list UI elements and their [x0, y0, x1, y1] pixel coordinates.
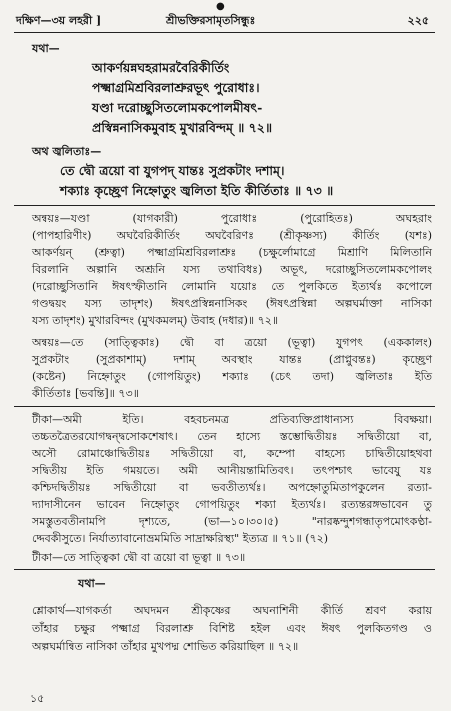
section-rule	[14, 406, 435, 407]
verse-line: তে দ্বৌ ত্রয়ো বা যুগপদ্ যান্তঃ সুপ্রকটাং দশাম্।	[60, 163, 285, 178]
verse-line: প্রস্বিন্ননাসিকমুবাহ মুখারবিন্দম্ ॥ ৭২॥	[92, 120, 273, 135]
commentary-line: (দরোচ্ছুসিতানি ঈষৎস্ফীতানি লোমানি যয়োঃ তে পুলকিতে ইত্যর্থঃ কপোলে	[32, 280, 432, 293]
commentary-line: বিরলানি অল্পানি অশ্রূনি যস্য তথাবিধঃ) অভূৎ, দরোচ্ছুসিতলোমকপোলং	[32, 263, 432, 276]
commentary-line: তচ্চতত্রৈতরযোগদ্বন্দ্বসোকশেষাৎ। তেন হাস্যে স্তম্ভোদ্বিতীয়ঃ সদ্বিতীয়ো বা,	[32, 430, 432, 443]
commentary-line: সদ্বিতীয় ইতি গময়তে। অমী আনীয়ন্তামিতিবৎ। তৎপশ্চাৎ ভাবেযু যঃ	[32, 464, 432, 477]
commentary-line: অন্বয়ঃ—যণ্ডা (যাগকারী) পুরোধাঃ (পুরোহিতঃ) অঘহরাং	[32, 212, 432, 225]
commentary-line: টীকা—অমী ইতি। বহবচনমত্র প্রতিব্যক্তিপ্রাধান্যস্য বিবক্ষয়া।	[32, 413, 432, 426]
translation-line: শ্লোকার্থ—যাগকর্তা অঘদমন শ্রীকৃষ্ণের অঘনাশিনী কীর্তি শ্রবণ করায়	[32, 604, 432, 617]
commentary-line: (কষ্টেন) নিহ্নোতুং (গোপয়িতুং) শক্যাঃ (চেৎ তদা) জ্বলিতাঃ ইতি	[32, 370, 432, 383]
commentary-line: কীর্তিতাঃ [ভবন্তি]॥ ৭৩॥	[32, 387, 139, 400]
commentary-line: টীকা—তে সাত্ত্বিকা দ্বৌ বা ত্রয়ো বা ভূত্বা ॥ ৭৩॥	[32, 551, 246, 564]
verse-line: আকর্ণয়ন্নঘহরামরবৈরিকীর্তিং	[92, 60, 230, 75]
commentary-line: গণ্ডদ্বয়ং যস্য তাদৃশং) ঈষৎপ্রস্বিন্ননাসিকং (ঈষৎপ্রস্বিন্না অল্পঘর্মাক্তা নাসিকা	[32, 297, 432, 310]
commentary-line: অসৌ রোমাঞ্চোদ্বিতীয়ঃ সদ্বিতীয়ো বা, কম্পো বাহস্যে চাদ্বিতীয়োহথবা	[32, 447, 432, 460]
printer-dot: ●	[216, 1, 225, 12]
running-header	[16, 12, 429, 30]
commentary-line: দ্যাদাসীনেন ভাবেন নিহ্নোতুং গোপয়িতুং শক্যা ইত্যর্থঃ। রত্যন্তরঙ্গভাবেন তু	[32, 498, 432, 511]
translation-line: তাঁহার চক্ষুর পক্ষ্মাগ্র বিরলাশ্রু বিশিষ্ট হইল এবং ঈষৎ পুলকিতগণ্ড ও	[32, 622, 432, 635]
commentary-line: সুপ্রকটাং (সুপ্রকাশাম্) দশাম্ অবস্থাং যান্তঃ (প্রাপ্নুবন্তঃ) কৃচ্ছ্রেণ	[32, 353, 432, 366]
translation-line: অল্পঘর্মান্বিত নাসিকা তাঁহার মুখপদ্ম শোভিত করিয়াছিল ॥ ৭২॥	[32, 640, 299, 653]
commentary-line: সমস্তুতবতীনামপি দৃশ্যতে, (ভা—১০।৩০।৫) "নারষ্কন্দুশগন্ধাতৃপমোৎকণ্ঠা-	[32, 515, 432, 528]
section-label: যথা—	[78, 577, 106, 590]
commentary-line: দ্দেবকীসুতে। নির্যাত্যাবানোভ্রমমিতি সাদ্রাক্ষরিস্থ্য" ইত্যত্র ॥ ৭১॥ (৭২)	[32, 532, 329, 545]
verse-line: পক্ষ্মাগ্রমিশ্রবিরলাশ্রুরভূৎ পুরোধাঃ।	[92, 80, 260, 95]
section-rule	[14, 569, 435, 570]
page-number: ২২৫	[407, 14, 429, 27]
section-label: অথ জ্বলিতাঃ—	[32, 145, 102, 158]
header-title: শ্রীভক্তিরসামৃতসিন্ধুঃ	[166, 14, 256, 27]
commentary-line: কশ্চিদদ্বিতীয়ঃ সদ্বিতীয়ো বা ভবতীত্যর্থঃ। অপহ্নোতুমিতাপকুলেন রত্যা-	[32, 481, 432, 494]
header-chapter: দক্ষিণ—৩য় লহরী ]	[16, 14, 102, 27]
commentary-line: আকর্ণয়ন্ (শ্রুত্বা) পক্ষ্মাগ্রমিশ্রবিরলাশ্রুঃ (চক্ষুর্লোমাগ্রে মিশ্রাণি মিলিতানি	[32, 246, 432, 259]
commentary-line: (পাপহারিণীং) অঘবৈরিকীর্তিং অঘবৈরিণঃ (শ্রীকৃষ্ণস্য) কীর্তিং (যশঃ)	[32, 229, 432, 242]
section-rule	[14, 205, 435, 206]
commentary-line: অন্বয়ঃ—তে (সাত্ত্বিকাঃ) দ্বৌ বা ত্রয়ো (ভূত্বা) যুগপৎ (এককালং)	[32, 336, 432, 349]
verse-line: শক্যাঃ কৃচ্ছ্রেণ নিহ্নোতুং জ্বলিতা ইতি কীর্তিতাঃ ॥ ৭৩ ॥	[60, 183, 334, 198]
header-rule	[14, 32, 435, 33]
verse-intro-label: যথা—	[32, 42, 60, 55]
signature-mark: ১৫	[30, 692, 45, 705]
commentary-line: যস্য তাদৃশং) মুখারবিন্দং (মুখকমলম্) উবাহ (দধার)॥ ৭২॥	[32, 314, 279, 327]
verse-line: যণ্ডা দরোচ্ছুসিতলোমকপোলমীষৎ-	[92, 100, 263, 115]
